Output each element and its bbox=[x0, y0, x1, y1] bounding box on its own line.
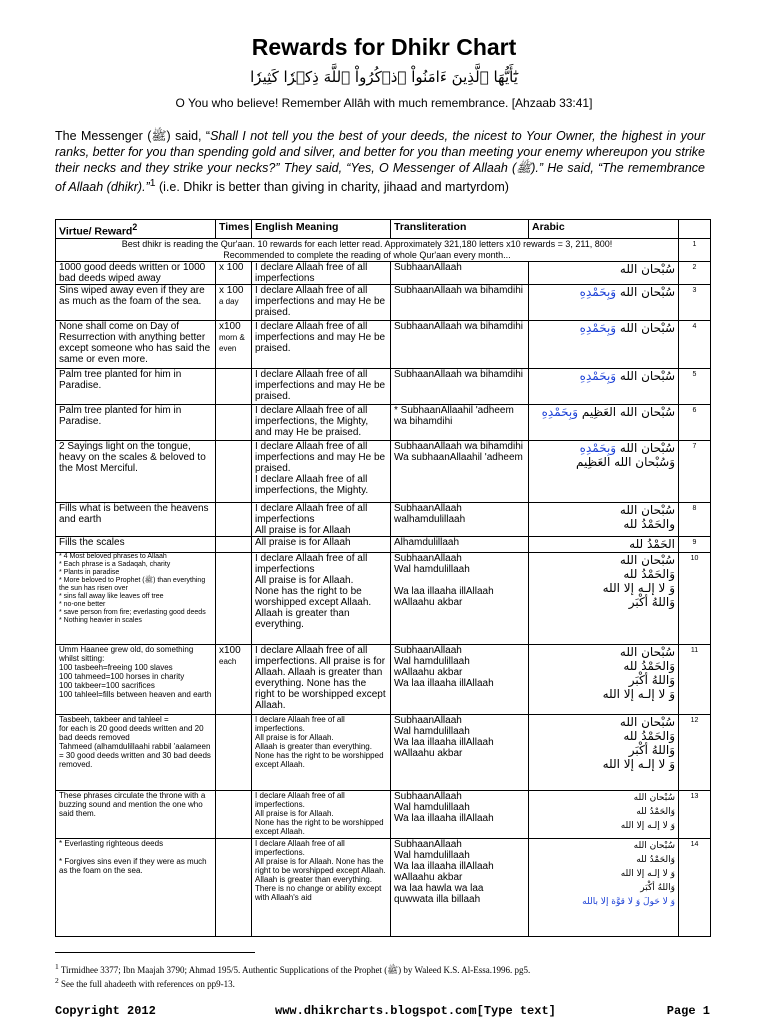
cell-virtue: * Everlasting righteous deeds * Forgives sins even if they were as much as the foam on the sea. bbox=[56, 839, 216, 937]
cell-times: x100 morn & even bbox=[216, 321, 252, 369]
row-number: 3 bbox=[679, 285, 711, 321]
table-row bbox=[56, 262, 711, 285]
cell-meaning: I declare Allaah free of all imperfections. All praise is for Allaah. None has the right to be worshipped except Allaah. Allaah is greater than everything. There is no change or ability except with Allaah's aid bbox=[252, 839, 391, 937]
row-number: 2 bbox=[679, 262, 711, 285]
cell-arabic: سُبْحان الله وَبِحَمْدِهِ وَسُبْحان الله العَظِيم bbox=[529, 441, 679, 503]
cell-transliteration: SubhaanAllaah Wal hamdulillaah Wa laa illaaha illAllaah wAllaahu akbar wa laa hawla wa laa quwwata illa billaah bbox=[391, 839, 529, 937]
cell-transliteration: * SubhaanAllaahil 'adheem wa bihamdihi bbox=[391, 405, 529, 441]
rewards-table bbox=[55, 219, 711, 937]
cell-transliteration: SubhaanAllaah wa bihamdihi bbox=[391, 285, 529, 321]
cell-meaning: I declare Allaah free of all imperfections. All praise is for Allaah. Allaah is greater than everything. None has the right to be worshipped except Allaah. bbox=[252, 645, 391, 715]
cell-transliteration: SubhaanAllaah Wal hamdulillaah wAllaahu akbar Wa laa illaaha illAllaah bbox=[391, 645, 529, 715]
cell-virtue: Palm tree planted for him in Paradise. bbox=[56, 405, 216, 441]
row-number: 6 bbox=[679, 405, 711, 441]
table-row bbox=[56, 645, 711, 715]
cell-arabic: سُبْحان الله وَالحَمْدُ لله وَ لا إلـه إلا الله وَاللهُ أكْبَر bbox=[529, 553, 679, 645]
cell-virtue: Umm Haanee grew old, do something whilst sitting: 100 tasbeeh=freeing 100 slaves 100 tahmeed=100 horses in charity 100 takbeer=100 sacrifices 100 tahleel=fills between heaven and earth bbox=[56, 645, 216, 715]
cell-arabic: سُبْحان الله وَبِحَمْدِهِ bbox=[529, 369, 679, 405]
cell-arabic: سُبْحان الله وَالحَمْدُ لله وَ لا إلـه إلا الله وَاللهُ أكْبَر وَ لا حَولَ وَ لا قوَّة إلا بالله bbox=[529, 839, 679, 937]
header-virtue: Virtue/ Reward$^2$ bbox=[56, 220, 216, 239]
footer-url[interactable]: www.dhikrcharts.blogspot.com[Type text] bbox=[275, 1004, 556, 1018]
cell-times: x100 each bbox=[216, 645, 252, 715]
table-row bbox=[56, 285, 711, 321]
page-title: Rewards for Dhikr Chart bbox=[251, 34, 517, 60]
cell-meaning: I declare Allaah free of all imperfections and may He be praised. bbox=[252, 369, 391, 405]
row-number: 9 bbox=[679, 537, 711, 553]
cell-times bbox=[216, 369, 252, 405]
cell-virtue: None shall come on Day of Resurrection with anything better except someone who has said the same or even more. bbox=[56, 321, 216, 369]
cell-transliteration: SubhaanAllaah Wal hamdulillaah Wa laa illaaha illAllaah bbox=[391, 791, 529, 839]
cell-transliteration: SubhaanAllaah Wal hamdulillaah Wa laa illaaha illAllaah wAllaahu akbar bbox=[391, 553, 529, 645]
intro-tail: (i.e. Dhikr is better than giving in charity, jihaad and martyrdom) bbox=[155, 180, 509, 195]
table-row bbox=[56, 321, 711, 369]
row-number: 8 bbox=[679, 503, 711, 537]
quran-verse-translation: O You who believe! Remember Allāh with much remembrance. [Ahzaab 33:41] bbox=[175, 96, 593, 110]
cell-virtue: Palm tree planted for him in Paradise. bbox=[56, 369, 216, 405]
cell-times bbox=[216, 537, 252, 553]
intro-footnote-ref: 1 bbox=[149, 178, 156, 189]
table-row bbox=[56, 791, 711, 839]
header-meaning: English Meaning bbox=[252, 220, 391, 239]
table-row bbox=[56, 537, 711, 553]
cell-arabic: سُبْحان الله وَبِحَمْدِهِ bbox=[529, 321, 679, 369]
cell-meaning: I declare Allaah free of all imperfections All praise is for Allaah. None has the right to be worshipped except Allaah. Allaah is greater than everything. bbox=[252, 553, 391, 645]
table-row bbox=[56, 715, 711, 791]
table-row bbox=[56, 369, 711, 405]
cell-meaning: I declare Allaah free of all imperfections and may He be praised. bbox=[252, 285, 391, 321]
row-number: 14 bbox=[679, 839, 711, 937]
header-arabic: Arabic bbox=[529, 220, 679, 239]
cell-meaning: I declare Allaah free of all imperfections and may He be praised. I declare Allaah free of all imperfections, the Mighty. bbox=[252, 441, 391, 503]
cell-arabic: سُبْحان الله والحَمْدُ لله bbox=[529, 503, 679, 537]
row-number: 11 bbox=[679, 645, 711, 715]
cell-transliteration: SubhaanAllaah Wal hamdulillaah Wa laa illaaha illAllaah wAllaahu akbar bbox=[391, 715, 529, 791]
cell-times bbox=[216, 715, 252, 791]
row-number: 13 bbox=[679, 791, 711, 839]
cell-times bbox=[216, 553, 252, 645]
footer-page-number: Page 1 bbox=[666, 1004, 710, 1018]
cell-virtue: * 4 Most beloved phrases to Allaah * Each phrase is a Sadaqah, charity * Plants in paradise * More beloved to Prophet (ﷺ) than everything the sun has risen over * sins fall away like leaves off tree * no-one better * save person from fire; everlasting good deeds * Nothing heavier in scales bbox=[56, 553, 216, 645]
cell-arabic: سُبْحان الله bbox=[529, 262, 679, 285]
row-number: 12 bbox=[679, 715, 711, 791]
header-times: Times bbox=[216, 220, 252, 239]
cell-virtue: 2 Sayings light on the tongue, heavy on the scales & beloved to the Most Merciful. bbox=[56, 441, 216, 503]
cell-arabic: سُبْحان الله وَالحَمْدُ لله وَاللهُ أكْبَر وَ لا إلـه إلا الله bbox=[529, 715, 679, 791]
cell-meaning: I declare Allaah free of all imperfections. All praise is for Allaah. None has the right to be worshipped except Allaah. bbox=[252, 791, 391, 839]
cell-virtue: 1000 good deeds written or 1000 bad deeds wiped away bbox=[56, 262, 216, 285]
table-row bbox=[56, 553, 711, 645]
cell-times bbox=[216, 791, 252, 839]
row-number: 10 bbox=[679, 553, 711, 645]
intro-lead: The Messenger (ﷺ) said, “ bbox=[55, 129, 211, 143]
cell-arabic: سُبْحان الله وَبِحَمْدِهِ bbox=[529, 285, 679, 321]
footnote-2: $^2$ See the full ahadeeth with references on pp9-13. bbox=[55, 976, 235, 989]
intro-quote: Shall I not tell you the best of your deeds, the nicest to Your Owner, the highest in your ranks, better for you than spending gold and silver, and better for you than meeting your enemy whereupon you strike their necks and they strike your necks?” They said, “Yes, O Messenger of Allaah (ﷺ).” He said, “The remembrance of Allaah (dhikr).” bbox=[55, 129, 705, 195]
cell-arabic: الحَمْدُ لله bbox=[529, 537, 679, 553]
header-translit: Transliteration bbox=[391, 220, 529, 239]
cell-transliteration: SubhaanAllaah bbox=[391, 262, 529, 285]
quran-note: Best dhikr is reading the Qur'aan. 10 rewards for each letter read. Approximately 321,180 letters x10 rewards = 3, 211, 800! Recommended to complete the reading of whole Qur'aan every month... bbox=[56, 239, 679, 262]
cell-transliteration: SubhaanAllaah walhamdulillaah bbox=[391, 503, 529, 537]
cell-transliteration: Alhamdulillaah bbox=[391, 537, 529, 553]
cell-virtue: Fills the scales bbox=[56, 537, 216, 553]
row-number: 5 bbox=[679, 369, 711, 405]
table-row bbox=[56, 441, 711, 503]
cell-virtue: Tasbeeh, takbeer and tahleel = for each is 20 good deeds written and 20 bad deeds removed Tahmeed (alhamdulillaahi rabbil 'aalameen = 30 good deeds written and 30 bad deeds removed. bbox=[56, 715, 216, 791]
cell-transliteration: SubhaanAllaah wa bihamdihi bbox=[391, 369, 529, 405]
table-header-row bbox=[56, 220, 711, 239]
cell-arabic: سُبْحان الله وَالحَمْدُ لله وَاللهُ أكْبَر وَ لا إلـه إلا الله bbox=[529, 645, 679, 715]
table-row bbox=[56, 503, 711, 537]
cell-meaning: I declare Allaah free of all imperfections bbox=[252, 262, 391, 285]
cell-transliteration: SubhaanAllaah wa bihamdihi Wa subhaanAllaahil 'adheem bbox=[391, 441, 529, 503]
cell-times: x 100 bbox=[216, 262, 252, 285]
cell-times bbox=[216, 441, 252, 503]
row-number: 4 bbox=[679, 321, 711, 369]
cell-times bbox=[216, 405, 252, 441]
hadith-intro bbox=[55, 128, 705, 195]
table-row bbox=[56, 405, 711, 441]
footnote-divider bbox=[55, 952, 255, 953]
row-number: 7 bbox=[679, 441, 711, 503]
cell-virtue: These phrases circulate the throne with a buzzing sound and mention the one who said them. bbox=[56, 791, 216, 839]
quran-verse-arabic: يَٰٓأَيُّهَا ٱلَّذِينَ ءَامَنُواْ ٱذۡكُرُواْ ٱللَّهَ ذِكۡرٗا كَثِيرٗا bbox=[250, 68, 518, 86]
cell-virtue: Fills what is between the heavens and earth bbox=[56, 503, 216, 537]
table-row bbox=[56, 839, 711, 937]
footer-copyright: Copyright 2012 bbox=[55, 1004, 156, 1018]
quran-note-row bbox=[56, 239, 711, 262]
cell-arabic: سُبْحان الله العَظِيم وَبِحَمْدِهِ bbox=[529, 405, 679, 441]
cell-meaning: I declare Allaah free of all imperfections and may He be praised. bbox=[252, 321, 391, 369]
cell-meaning: I declare Allaah free of all imperfections, the Mighty, and may He be praised. bbox=[252, 405, 391, 441]
cell-meaning: All praise is for Allaah bbox=[252, 537, 391, 553]
cell-meaning: I declare Allaah free of all imperfections. All praise is for Allaah. Allaah is greater than everything. None has the right to be worshipped except Allaah. bbox=[252, 715, 391, 791]
footnote-1: $^1$ Tirmidhee 3377; Ibn Maajah 3790; Ahmad 195/5. Authentic Supplications of the Prophet (ﷺ) by Waleed K.S. Al-Essa.1996. pg5. bbox=[55, 962, 531, 975]
cell-transliteration: SubhaanAllaah wa bihamdihi bbox=[391, 321, 529, 369]
cell-meaning: I declare Allaah free of all imperfections All praise is for Allaah bbox=[252, 503, 391, 537]
cell-times: x 100 a day bbox=[216, 285, 252, 321]
row-number: 1 bbox=[679, 239, 711, 262]
cell-times bbox=[216, 839, 252, 937]
cell-virtue: Sins wiped away even if they are as much as the foam of the sea. bbox=[56, 285, 216, 321]
cell-times bbox=[216, 503, 252, 537]
header-num bbox=[679, 220, 711, 239]
cell-arabic: سُبْحان الله وَالحَمْدُ لله وَ لا إلـه إلا الله bbox=[529, 791, 679, 839]
